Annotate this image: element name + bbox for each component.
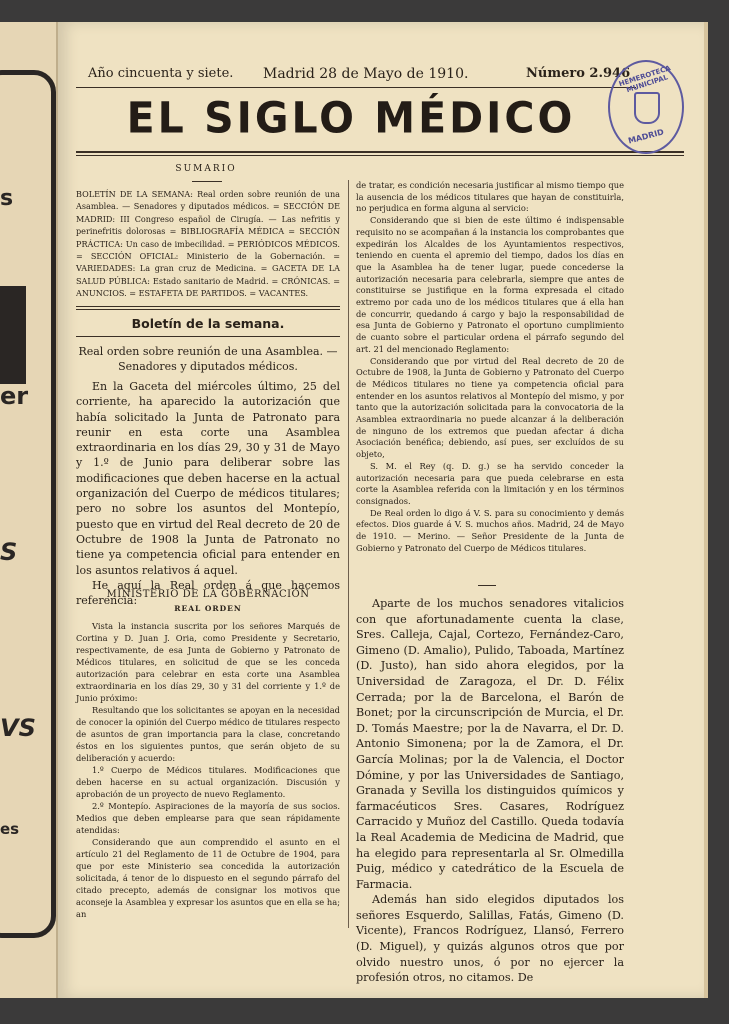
real-orden-heading: REAL ORDEN	[174, 604, 242, 613]
order-paragraph: de tratar, es condición necesaria justificar al mismo tiempo que la ausencia de los médicos titulares que hayan de constituirla, no perjudica en forma alguna al servicio:	[356, 180, 624, 214]
ministerio-paragraph: 1.º Cuerpo de Médicos titulares. Modificaciones que deben hacerse en su actual organización. Discusión y aprobación de un proyecto de nuevo Reglamento.	[76, 765, 340, 799]
newspaper-page	[58, 22, 704, 998]
left-fragment-4: VS	[0, 714, 36, 742]
order-paragraph: Considerando que si bien de este último é indispensable requisito no se acompañan á la instancia los comprobantes que expedirán los Alcaldes de los Ayuntamientos respectivos, teniendo en cuenta el apremio del tiempo, dados los días en que la Asamblea ha de tener lugar, puede concederse la autorización necesaria para celebrarla, siempre que antes de constituirse se justifique en la forma expresada el citado extremo por cada uno de los médicos titulares que á ella han de concurrir, quedando á cargo y bajo la responsabilidad de esa Junta de Gobierno y Patronato el oportuno cumplimiento de cuanto sobre el particular ordena el párrafo segundo del art. 21 del mencionado Reglamento:	[356, 215, 624, 354]
boletin-paragraph: He aquí la Real orden á que hacemos referencia:	[76, 578, 340, 608]
ministerio-heading: MINISTERIO DE LA GOBERNACIÓN	[106, 589, 310, 600]
ministerio-paragraph: 2.º Montepío. Aspiraciones de la mayoría de sus socios. Medios que deben emplearse para que sean rápidamente atendidas:	[76, 801, 340, 835]
senators-article	[356, 596, 624, 986]
sumario-dash	[192, 181, 222, 182]
header-number: Número 2.946	[526, 66, 631, 81]
stamp-top-text: HEMEROTECA MUNICIPAL	[617, 64, 672, 95]
masthead-rule-2	[76, 155, 684, 156]
stamp-bottom-text: MADRID	[627, 127, 665, 146]
left-fragment-3: S	[0, 538, 18, 566]
right-column-order-text	[356, 180, 624, 555]
ministerio-paragraph: Vista la instancia suscrita por los señores Marqués de Cortina y D. Juan J. Oria, como Presidente y Secretario, respectivamente, de esa Junta de Gobierno y Patronato de Médicos titulares, en solicitud de que se les conceda autorización para celebrar en esta corte una Asamblea extraordinaria en los días 29, 30 y 31 del corriente y 1.º de Junio próximo:	[76, 621, 340, 703]
senators-paragraph: Además han sido elegidos diputados los señores Esquerdo, Salillas, Fatás, Gimeno (D. Vicente), Francos Rodríguez, Llansó, Ferrero (D. Miguel), y quizás algunos otros que por olvido nuestro unos, ó por no ejercer la profesión otros, no citamos. De	[356, 893, 624, 985]
header-rule-top	[76, 87, 636, 88]
left-fragment-1: s	[0, 186, 14, 211]
boletin-body	[76, 379, 340, 608]
article-separator-dash	[478, 585, 496, 586]
section-rule-1	[76, 306, 340, 307]
header-year: Año cincuenta y siete.	[88, 66, 234, 81]
section-rule-2	[76, 309, 340, 310]
senators-paragraph: Aparte de los muchos senadores vitalicios con que afortunadamente cuenta la clase, Sres. Calleja, Cajal, Cortezo, Fernández-Caro, Gimeno (D. Amalio), Pulido, Taboada, Martínez (D. Justo), han sido ahora elegidos, por la Universidad de Zaragoza, el Dr. D. Félix Cerrada; por la de Barcelona, el Barón de Bonet; por la circunscripción de Murcia, el Dr. D. Tomás Maestre; por la de Navarra, el Dr. D. Antonio Simonena; por la de Zamora, el Dr. García Molinas; por la de Valencia, el Doctor Dómine, y por las Universidades de Santiago, Granada y Sevilla los distinguidos químicos y farmacéuticos Sres. Casares, Rodríguez Carracido y Muñoz del Castillo. Queda todavía la Real Academia de Medicina de Madrid, que ha elegido para representarla al Sr. Olmedilla Puig, médico y catedrático de la Escuela de Farmacia.	[356, 597, 624, 891]
ministerio-paragraph: Considerando que aun comprendido el asunto en el artículo 21 del Reglamento de 11 de Octubre de 1904, para que por este Ministerio sea concedida la autorización solicitada, á tenor de lo dispuesto en el segundo párrafo del citado precepto, además de consignar los motivos que aconseje la Asamblea y expresar los asuntos que en ella se ha; an	[76, 837, 340, 919]
boletin-paragraph: En la Gaceta del miércoles último, 25 del corriente, ha aparecido la autorización que había solicitado la Junta de Patronato para reunir en esta corte una Asamblea extraordinaria en los días 29, 30 y 31 de Mayo y 1.º de Junio para deliberar sobre las modificaciones que deben hacerse en la actual organización del Cuerpo de médicos titulares; pero no sobre los asuntos del Montepío, puesto que en virtud del Real decreto de 20 de Octubre de 1908 la Junta de Patronato no tiene ya competencia oficial para entender en los asuntos relativos á aquel.	[76, 380, 340, 577]
sumario-heading: SUMARIO	[175, 164, 237, 174]
header-date: Madrid 28 de Mayo de 1910.	[263, 66, 469, 82]
boletin-heading: Boletín de la semana.	[131, 316, 285, 331]
left-fragment-2: er	[0, 382, 29, 410]
masthead-title: EL SIGLO MÉDICO	[126, 93, 576, 143]
left-fragment-5: es	[0, 820, 20, 838]
column-separator	[348, 180, 349, 928]
coat-of-arms-icon	[634, 92, 660, 124]
library-stamp	[608, 60, 684, 154]
boletin-rule	[76, 336, 340, 337]
boletin-subheading: Real orden sobre reunión de una Asamblea. — Senadores y diputados médicos.	[78, 345, 338, 373]
adjacent-left-page	[0, 22, 58, 998]
left-page-black-block	[0, 286, 26, 384]
order-paragraph: S. M. el Rey (q. D. g.) se ha servido conceder la autorización necesaria para que pueda celebrarse en esta corte la Asamblea referida con la limitación y en los términos consignados.	[356, 460, 624, 506]
ministerio-body	[76, 620, 340, 920]
masthead-rule-1	[76, 151, 684, 153]
order-paragraph: Considerando que por virtud del Real decreto de 20 de Octubre de 1908, la Junta de Gobierno y Patronato del Cuerpo de Médicos titulares no tiene ya competencia oficial para entender en los asuntos relativos al Montepío del mismo, y por tanto que la autorización solicitada para la convocatoria de la Asamblea extraordinaria no puede alcanzar á la deliberación de ninguno de los extremos que puedan afectar á dicha Asociación benéfica; debiendo, así pues, ser excluídos de su objeto,	[356, 355, 624, 460]
ministerio-paragraph: Resultando que los solicitantes se apoyan en la necesidad de conocer la opinión del Cuerpo médico de titulares respecto de asuntos de gran importancia para la clase, concretando éstos en los siguientes puntos, que serán objeto de su deliberación y acuerdo:	[76, 705, 340, 763]
order-paragraph: De Real orden lo digo á V. S. para su conocimiento y demás efectos. Dios guarde á V. S. muchos años. Madrid, 24 de Mayo de 1910. — Merino. — Señor Presidente de la Junta de Gobierno y Patronato del Cuerpo de Médicos titulares.	[356, 507, 624, 553]
sumario-text: BOLETÍN DE LA SEMANA: Real orden sobre reunión de una Asamblea. — Senadores y diputados médicos. = SECCIÓN DE MADRID: III Congreso español de Cirugía. — Las nefritis y perinefritis dolorosas = BIBLIOGRAFÍA MÉDICA = SECCIÓN PRÁCTICA: Un caso de imbecilidad. = PERIÓDICOS MÉDICOS. = SECCIÓN OFICIAL: Ministerio de la Gobernación. = VARIEDADES: La gran cruz de Medicina. = GACETA DE LA SALUD PÚBLICA: Estado sanitario de Madrid. = CRÓNICAS. = ANUNCIOS. = ESTAFETA DE PARTIDOS. = VACANTES.	[76, 189, 340, 299]
